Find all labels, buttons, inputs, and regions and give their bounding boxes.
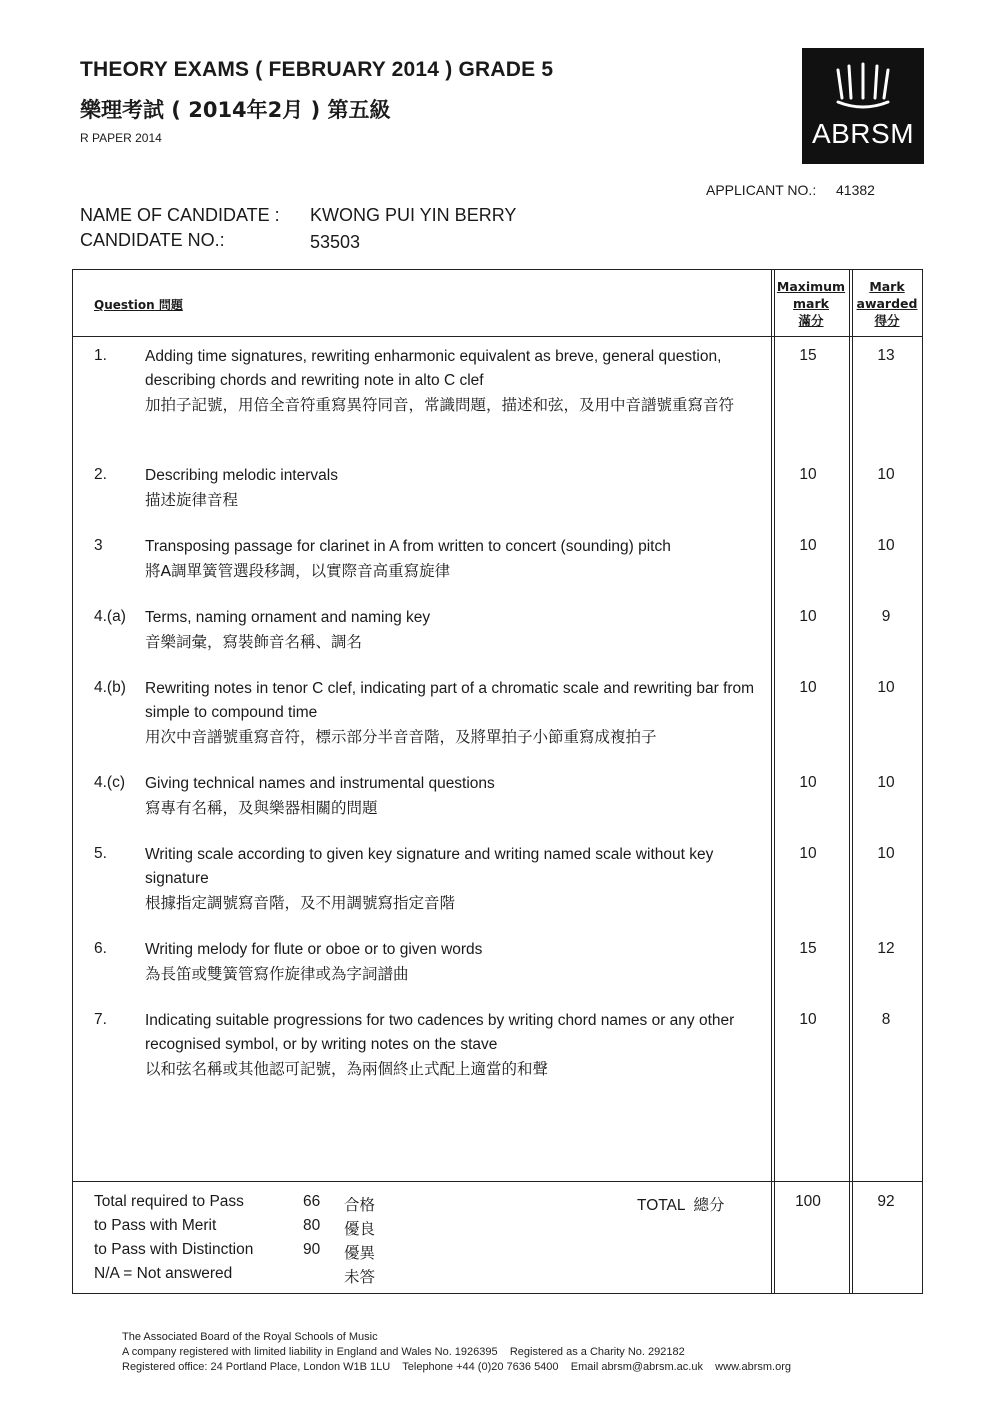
question-number: 7. <box>94 1011 107 1028</box>
question-description <box>145 535 765 583</box>
question-number: 3 <box>94 537 103 554</box>
distinction-threshold-value: 90 <box>303 1241 321 1258</box>
totals-divider <box>73 1181 922 1182</box>
question-text-zh: 將A調單簧管選段移調，以實際音高重寫旋律 <box>145 562 451 580</box>
abrsm-logo <box>802 48 924 164</box>
question-text-en: Terms, naming ornament and naming key <box>145 609 431 626</box>
question-text-zh: 描述旋律音程 <box>145 491 239 509</box>
merit-threshold-label: to Pass with Merit <box>94 1217 217 1234</box>
mark-awarded: 10 <box>877 679 895 696</box>
question-text-zh: 加拍子記號，用倍全音符重寫異符同音，常識問題，描述和弦，及用中音譜號重寫音符 <box>145 396 735 414</box>
question-number: 4.(c) <box>94 774 125 791</box>
pass-threshold-label: Total required to Pass <box>94 1193 244 1210</box>
header-line: 得分 <box>874 313 900 328</box>
candidate-number-label: CANDIDATE NO.: <box>80 230 225 250</box>
question-text-zh: 用次中音譜號重寫音符，標示部分半音音階，及將單拍子小節重寫成複拍子 <box>145 728 657 746</box>
merit-threshold-zh: 優良 <box>344 1220 376 1238</box>
pass-threshold-zh: 合格 <box>344 1196 376 1214</box>
applicant-label: APPLICANT NO.: <box>706 182 817 198</box>
footer-organisation-name: The Associated Board of the Royal Schools of Music <box>122 1331 378 1343</box>
maximum-mark: 10 <box>799 537 817 554</box>
question-number: 5. <box>94 845 107 862</box>
crown-icon <box>832 62 894 112</box>
question-text-zh: 音樂詞彙，寫裝飾音名稱、調名 <box>145 633 363 651</box>
mark-awarded: 9 <box>881 608 891 625</box>
question-description <box>145 772 765 820</box>
question-text-zh: 以和弦名稱或其他認可記號，為兩個終止式配上適當的和聲 <box>145 1060 549 1078</box>
column-divider <box>852 270 853 1293</box>
question-column-header: Question 問題 <box>94 298 183 312</box>
header-line: mark <box>793 296 829 311</box>
applicant-value: 41382 <box>836 182 875 198</box>
column-divider <box>849 270 850 1293</box>
question-number: 4.(a) <box>94 608 126 625</box>
question-number: 2. <box>94 466 107 483</box>
question-text-zh: 根據指定調號寫音階，及不用調號寫指定音階 <box>145 894 456 912</box>
question-text-en: Transposing passage for clarinet in A from written to concert (sounding) pitch <box>145 538 671 555</box>
maximum-mark: 10 <box>799 466 817 483</box>
footer-contact: Registered office: 24 Portland Place, London W1B 1LU Telephone +44 (0)20 7636 5400 Email abrsm@abrsm.ac.uk www.abrsm.org <box>122 1361 791 1373</box>
question-number: 6. <box>94 940 107 957</box>
maximum-mark-header <box>776 278 846 329</box>
question-text-zh: 為長笛或雙簧管寫作旋律或為字詞譜曲 <box>145 965 409 983</box>
total-mark-awarded: 92 <box>877 1193 895 1210</box>
column-divider <box>774 270 775 1293</box>
title-english: THEORY EXAMS ( FEBRUARY 2014 ) GRADE 5 <box>80 58 554 81</box>
pass-threshold-value: 66 <box>303 1193 321 1210</box>
question-description <box>145 464 765 512</box>
column-divider <box>771 270 772 1293</box>
title-chinese: 樂理考試 ( 2014年2月 ) 第五級 <box>80 98 391 122</box>
applicant-number <box>706 182 875 198</box>
mark-awarded: 10 <box>877 774 895 791</box>
question-text-en: Writing scale according to given key signature and writing named scale without key signature <box>145 846 714 887</box>
organisation-footer <box>122 1330 791 1375</box>
footer-registration: A company registered with limited liability in England and Wales No. 1926395 Registered as a Charity No. 292182 <box>122 1346 685 1358</box>
distinction-threshold-label: to Pass with Distinction <box>94 1241 254 1258</box>
logo-text: ABRSM <box>811 118 915 149</box>
header-line: Maximum <box>776 279 846 294</box>
mark-awarded: 13 <box>877 347 895 364</box>
question-description <box>145 606 765 654</box>
mark-awarded: 10 <box>877 466 895 483</box>
mark-awarded: 10 <box>877 845 895 862</box>
paper-code: R PAPER 2014 <box>80 131 162 145</box>
question-number: 4.(b) <box>94 679 126 696</box>
maximum-mark: 10 <box>799 845 817 862</box>
header-line: 滿分 <box>798 313 824 328</box>
question-text-en: Indicating suitable progressions for two cadences by writing chord names or any other recognised symbol, or by writing notes on the stave <box>145 1012 735 1053</box>
header-divider <box>73 336 922 337</box>
not-answered-zh: 未答 <box>344 1268 376 1286</box>
maximum-mark: 10 <box>799 679 817 696</box>
mark-awarded: 10 <box>877 537 895 554</box>
question-text-en: Adding time signatures, rewriting enharmonic equivalent as breve, general question, describing chords and rewriting note in alto C clef <box>145 348 722 389</box>
maximum-mark: 10 <box>799 774 817 791</box>
question-description <box>145 938 765 986</box>
distinction-threshold-zh: 優異 <box>344 1244 376 1262</box>
question-number: 1. <box>94 347 107 364</box>
question-text-en: Giving technical names and instrumental questions <box>145 775 495 792</box>
maximum-mark: 10 <box>799 1011 817 1028</box>
maximum-mark: 15 <box>799 347 817 364</box>
header-line: Mark <box>869 279 905 294</box>
candidate-number-value: 53503 <box>310 232 361 252</box>
not-answered-label: N/A = Not answered <box>94 1265 233 1282</box>
candidate-name-label: NAME OF CANDIDATE : <box>80 205 280 225</box>
question-text-en: Describing melodic intervals <box>145 467 338 484</box>
candidate-name-value: KWONG PUI YIN BERRY <box>310 205 517 225</box>
total-label: TOTAL 總分 <box>637 1197 725 1214</box>
question-description <box>145 677 765 749</box>
mark-awarded: 12 <box>877 940 895 957</box>
maximum-mark: 15 <box>799 940 817 957</box>
question-description <box>145 345 765 417</box>
question-description <box>145 1009 765 1081</box>
question-text-zh: 寫專有名稱，及與樂器相關的問題 <box>145 799 378 817</box>
mark-awarded-header <box>852 278 922 329</box>
question-text-en: Rewriting notes in tenor C clef, indicating part of a chromatic scale and rewriting bar from simple to compound time <box>145 680 755 721</box>
mark-awarded: 8 <box>881 1011 891 1028</box>
total-maximum-mark: 100 <box>795 1193 821 1210</box>
question-text-en: Writing melody for flute or oboe or to given words <box>145 941 483 958</box>
merit-threshold-value: 80 <box>303 1217 321 1234</box>
header-line: awarded <box>856 296 918 311</box>
maximum-mark: 10 <box>799 608 817 625</box>
question-description <box>145 843 765 915</box>
